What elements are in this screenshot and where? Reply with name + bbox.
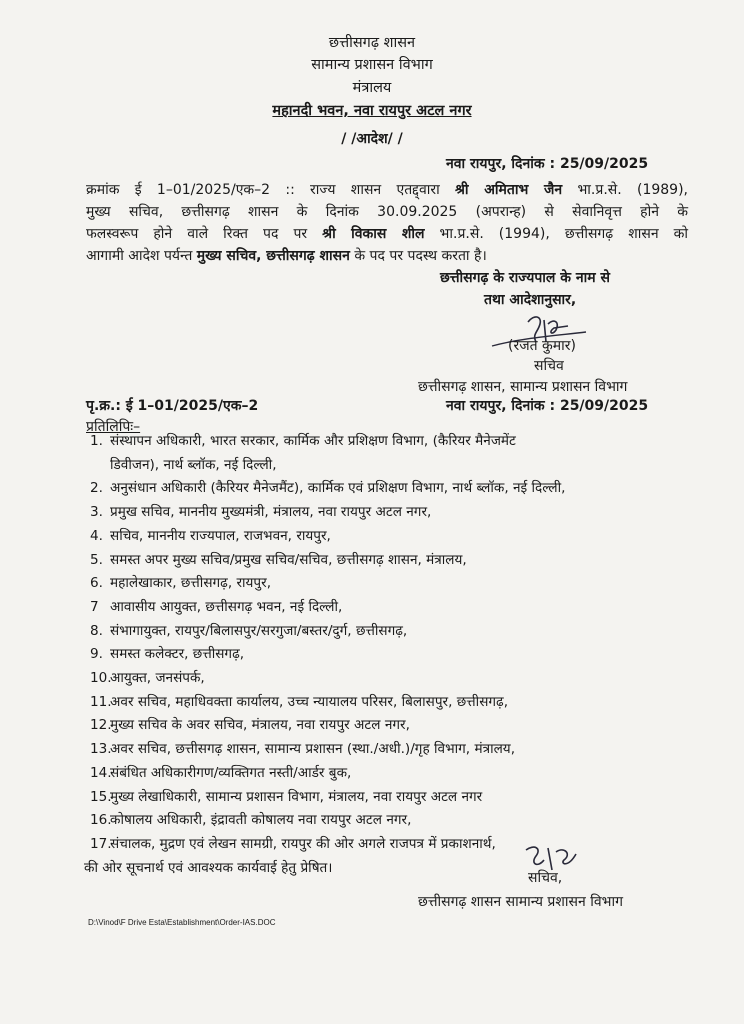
order-title: / /आदेश/ /: [341, 131, 403, 147]
list-item: 9. समस्त कलेक्टर, छत्तीसगढ़,: [90, 646, 245, 663]
file-path-footer: D:\Vinod\F Drive Esta\Establishment\Order-IAS.DOC: [88, 918, 276, 927]
list-item: 7 आवासीय आयुक्त, छत्तीसगढ़ भवन, नई दिल्ली,: [90, 598, 343, 615]
govt-name: छत्तीसगढ़ शासन: [328, 35, 416, 51]
signatory-2-designation: सचिव,: [528, 870, 563, 886]
endorsement-place-date: नवा रायपुर, दिनांक : 25/09/2025: [446, 398, 649, 414]
signatory-1-designation: सचिव: [534, 358, 564, 374]
department-name: सामान्य प्रशासन विभाग: [311, 57, 433, 73]
governor-line-1: छत्तीसगढ़ के राज्यपाल के नाम से: [440, 270, 610, 286]
list-item: 14.संबंधित अधिकारीगण/व्यक्तिगत नस्ती/आर्डर बुक,: [90, 764, 352, 781]
copy-recipients-list: [84, 430, 690, 880]
copy-label: प्रतिलिपिः–: [86, 419, 141, 435]
list-item: 11.अवर सचिव, महाधिवक्ता कार्यालय, उच्च न्यायालय परिसर, बिलासपुर, छत्तीसगढ़,: [90, 693, 509, 710]
list-item: 10.आयुक्त, जनसंपर्क,: [90, 670, 205, 687]
order-line-3: फलस्वरूप होने वाले रिक्त पद पर श्री विकास शील भा.प्र.से. (1994), छत्तीसगढ़ शासन को: [86, 226, 688, 242]
list-item: 5. समस्त अपर मुख्य सचिव/प्रमुख सचिव/सचिव, छत्तीसगढ़ शासन, मंत्रालय,: [90, 551, 467, 568]
endorsement-number: पृ.क्र.: ई 1–01/2025/एक–2: [86, 398, 259, 414]
order-line-4: आगामी आदेश पर्यन्त मुख्य सचिव, छत्तीसगढ़ शासन के पद पर पदस्थ करता है।: [86, 248, 487, 264]
list-item: 13.अवर सचिव, छत्तीसगढ़ शासन, सामान्य प्रशासन (स्था./अधी.)/गृह विभाग, मंत्रालय,: [90, 741, 516, 758]
order-place-date: नवा रायपुर, दिनांक : 25/09/2025: [446, 156, 649, 172]
list-item: 16.कोषालय अधिकारी, इंद्रावती कोषालय नवा रायपुर अटल नगर,: [90, 812, 412, 829]
list-item: 6. महालेखाकार, छत्तीसगढ़, रायपुर,: [90, 575, 272, 592]
signatory-1-department: छत्तीसगढ़ शासन, सामान्य प्रशासन विभाग: [418, 379, 628, 395]
signatory-2-department: छत्तीसगढ़ शासन सामान्य प्रशासन विभाग: [418, 894, 623, 910]
signatory-1-name: (रजत कुमार): [508, 338, 576, 354]
list-item: 3. प्रमुख सचिव, माननीय मुख्यमंत्री, मंत्रालय, नवा रायपुर अटल नगर,: [90, 504, 432, 521]
list-item: 8. संभागायुक्त, रायपुर/बिलासपुर/सरगुजा/बस्तर/दुर्ग, छत्तीसगढ़,: [90, 622, 408, 639]
list-item: 4. सचिव, माननीय राज्यपाल, राजभवन, रायपुर,: [90, 527, 331, 544]
order-line-2: मुख्य सचिव, छत्तीसगढ़ शासन के दिनांक 30.09.2025 (अपरान्ह) से सेवानिवृत्त होने के: [86, 204, 688, 220]
office-address: महानदी भवन, नवा रायपुर अटल नगर: [272, 103, 472, 119]
list-item: 1. संस्थापन अधिकारी, भारत सरकार, कार्मिक और प्रशिक्षण विभाग, (कैरियर मैनेजमेंट: [90, 433, 516, 449]
list-item: 2. अनुसंधान अधिकारी (कैरियर मैनेजमैंट), कार्मिक एवं प्रशिक्षण विभाग, नार्थ ब्लॉक, नई दिल्ली,: [90, 480, 566, 497]
closing-line: की ओर सूचनार्थ एवं आवश्यक कार्यवाई हेतु प्रेषित।: [84, 859, 333, 876]
list-item: 15.मुख्य लेखाधिकारी, सामान्य प्रशासन विभाग, मंत्रालय, नवा रायपुर अटल नगर: [90, 788, 483, 805]
list-item: 17.संचालक, मुद्रण एवं लेखन सामग्री, रायपुर की ओर अगले राजपत्र में प्रकाशनार्थ,: [90, 835, 496, 852]
order-line-1: क्रमांक ई 1–01/2025/एक–2 :: राज्य शासन एतद्द्वारा श्री अमिताभ जैन भा.प्र.से. (1989),: [86, 182, 688, 198]
list-item: डिवीजन), नार्थ ब्लॉक, नई दिल्ली,: [110, 456, 277, 473]
governor-line-2: तथा आदेशानुसार,: [484, 292, 577, 308]
list-item: 12.मुख्य सचिव के अवर सचिव, मंत्रालय, नवा रायपुर अटल नगर,: [90, 717, 410, 734]
ministry-name: मंत्रालय: [352, 80, 392, 96]
